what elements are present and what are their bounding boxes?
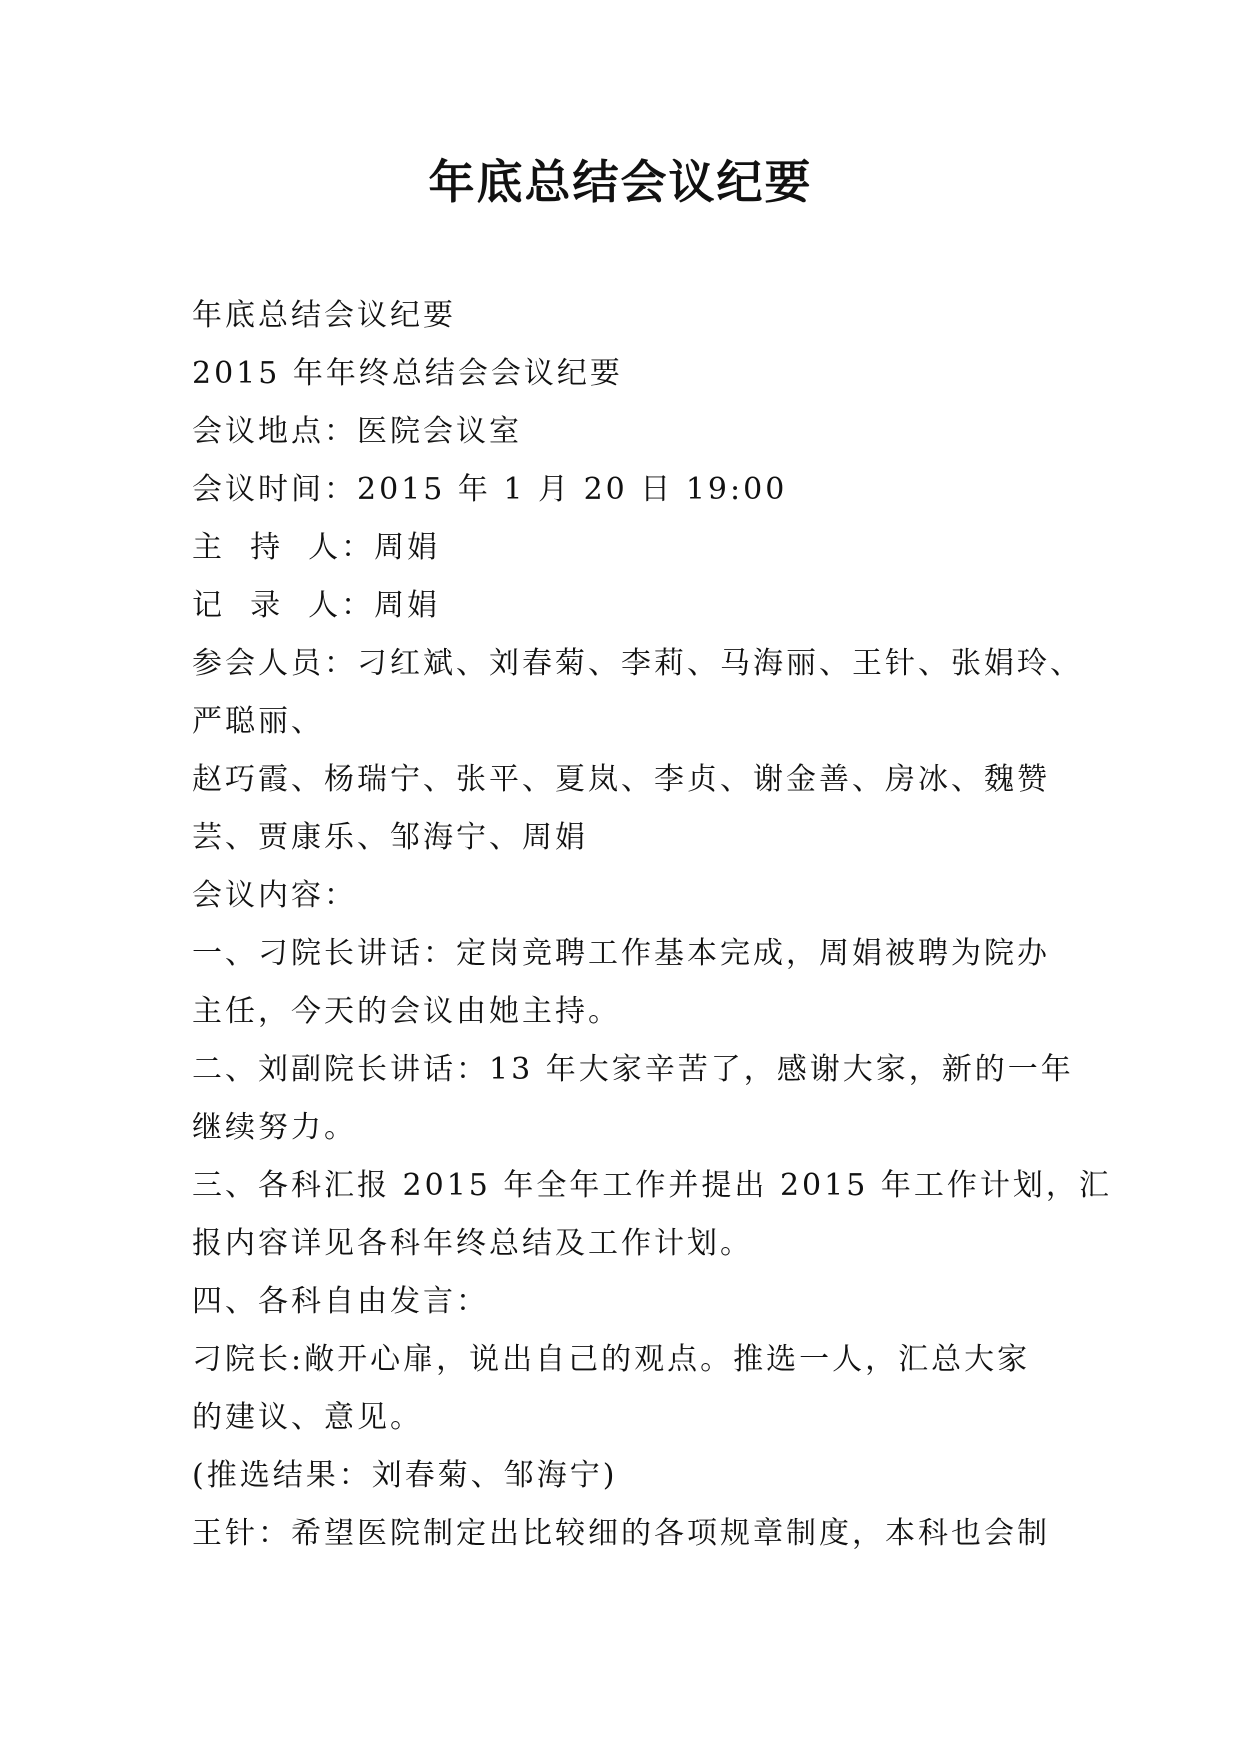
attendees-line: 赵巧霞、杨瑞宁、张平、夏岚、李贞、谢金善、房冰、魏赞: [192, 762, 1050, 797]
content-item-line: 主任，今天的会议由她主持。: [192, 994, 621, 1029]
page-title: 年底总结会议纪要: [428, 155, 813, 209]
speech-line: 的建议、意见。: [192, 1400, 423, 1435]
meeting-location: 会议地点：医院会议室: [192, 414, 522, 449]
meeting-host: 主 持 人：周娟: [192, 530, 441, 565]
content-item-line: 二、刘副院长讲话：13 年大家辛苦了，感谢大家，新的一年: [192, 1052, 1074, 1087]
content-item-line: 一、刁院长讲话：定岗竞聘工作基本完成，周娟被聘为院办: [192, 936, 1050, 971]
speech-line: 刁院长:敞开心扉，说出自己的观点。推选一人，汇总大家: [192, 1342, 1031, 1377]
meeting-time: 会议时间：2015 年 1 月 20 日 19:00: [192, 472, 788, 507]
speech-line: 王针：希望医院制定出比较细的各项规章制度，本科也会制: [192, 1516, 1050, 1551]
document-body: [192, 287, 1112, 1563]
content-item-line: 继续努力。: [192, 1110, 357, 1145]
content-item-line: 三、各科汇报 2015 年全年工作并提出 2015 年工作计划，汇: [192, 1168, 1112, 1203]
content-item-line: 报内容详见各科年终总结及工作计划。: [192, 1226, 753, 1261]
meeting-name: 2015 年年终总结会会议纪要: [192, 356, 623, 391]
meeting-recorder: 记 录 人：周娟: [192, 588, 441, 623]
attendees-line: 芸、贾康乐、邹海宁、周娟: [192, 820, 588, 855]
election-result: (推选结果：刘春菊、邹海宁): [192, 1458, 618, 1493]
content-heading: 会议内容：: [192, 878, 357, 913]
attendees-line: 参会人员：刁红斌、刘春菊、李莉、马海丽、王针、张娟玲、: [192, 646, 1083, 681]
attendees-line: 严聪丽、: [192, 704, 324, 739]
content-item-line: 四、各科自由发言：: [192, 1284, 489, 1319]
doc-subtitle: 年底总结会议纪要: [192, 298, 456, 333]
